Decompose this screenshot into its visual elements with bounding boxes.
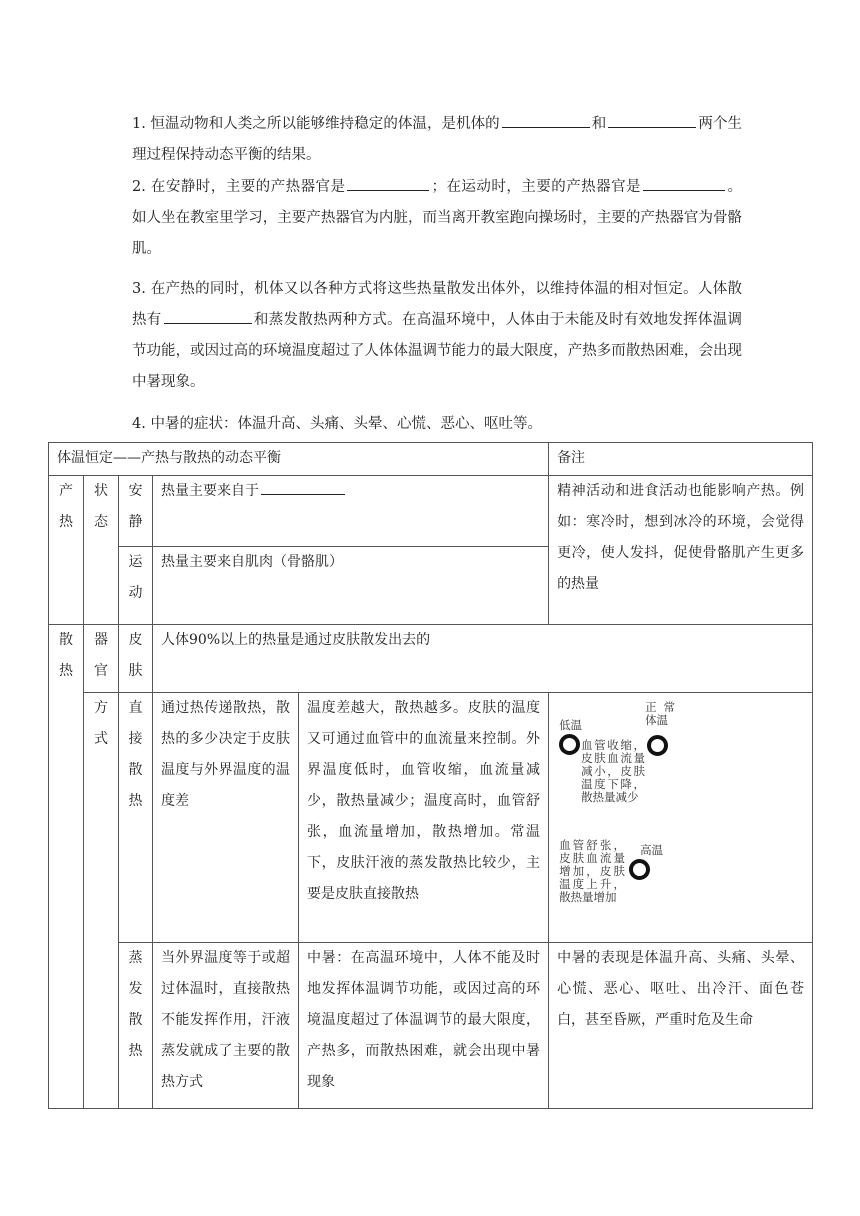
answer-blank[interactable]	[261, 478, 345, 495]
p4-text: 4. 中暑的症状：体温升高、头痛、头晕、心慌、恶心、呕吐等。	[132, 416, 542, 432]
high-temp-ring-icon	[629, 859, 650, 880]
answer-blank[interactable]	[502, 111, 590, 128]
p2-text-before: 2. 在安静时，主要的产热器官是	[132, 179, 346, 195]
paragraph-4	[132, 409, 742, 440]
direct-label: 直 接 散 热	[119, 693, 153, 943]
state-label: 状 态	[84, 476, 119, 625]
vasodilation-text: 血管舒张，皮肤血流量增加，皮肤温度上升，散热量增加	[559, 838, 626, 904]
evap-label: 蒸 发 散 热	[119, 943, 153, 1109]
table-row	[49, 625, 813, 693]
skin-text: 人体90%以上的热量是通过皮肤散发出去的	[153, 625, 813, 693]
paragraph-3	[132, 274, 742, 398]
p2-text-after: 。如人坐在教室里学习，主要产热器官为内脏，而当离开教室跑向操场时，主要的产热器官为骨骼肌。	[132, 179, 742, 257]
table-row	[49, 943, 813, 1109]
p1-text-before: 1. 恒温动物和人类之所以能够维持稳定的体温，是机体的	[132, 116, 500, 132]
p3-text-before: 3. 在产热的同时，机体又以各种方式将这些热量散发出体外，以维持体温的相对恒定。人体散热有	[132, 281, 742, 328]
p1-text-mid: 和	[591, 116, 607, 132]
heat-balance-table	[48, 442, 813, 1109]
low-temp-ring-icon	[559, 734, 580, 755]
answer-blank[interactable]	[347, 174, 429, 191]
low-temp-label: 低温	[559, 718, 583, 732]
direct-desc: 通过热传递散热，散热的多少决定于皮肤温度与外界温度的温度差	[153, 693, 299, 943]
paragraph-2	[132, 172, 742, 265]
temperature-diagram	[557, 699, 797, 931]
table-row	[49, 693, 813, 943]
table-row	[49, 476, 813, 547]
evap-detail: 中暑：在高温环境中，人体不能及时地发挥体温调节功能，或因过高的环境温度超过了体温调节的最大限度，产热多，而散热困难，就会出现中暑现象	[299, 943, 549, 1109]
answer-blank[interactable]	[164, 307, 252, 324]
p1-text-after: 两个生理过程保持动态平衡的结果。	[132, 116, 742, 163]
rest-label: 安 静	[119, 476, 153, 547]
evap-desc: 当外界温度等于或超过体温时，直接散热不能发挥作用，汗液蒸发就成了主要的散热方式	[153, 943, 299, 1109]
organ-label: 器 官	[84, 625, 119, 693]
vasoconstriction-text: 血管收缩，皮肤血流量减小，皮肤温度下降，散热量减少	[581, 738, 646, 804]
production-note: 精神活动和进食活动也能影响产热。例如：寒冷时，想到冰冷的环境，会觉得更冷，使人发抖，促使骨骼肌产生更多的热量	[549, 476, 813, 625]
answer-blank[interactable]	[608, 111, 696, 128]
answer-blank[interactable]	[643, 174, 725, 191]
diagram-cell	[549, 693, 813, 943]
table-title: 体温恒定——产热与散热的动态平衡	[49, 443, 549, 476]
heat-production-label: 产 热	[49, 476, 84, 625]
normal-temp-ring-icon	[647, 735, 668, 756]
evap-note: 中暑的表现是体温升高、头痛、头晕、心慌、恶心、呕吐、出冷汗、面色苍白，甚至昏厥，严重时危及生命	[549, 943, 813, 1109]
rest-text: 热量主要来自于	[153, 476, 549, 547]
exercise-label: 运 动	[119, 547, 153, 625]
skin-label: 皮 肤	[119, 625, 153, 693]
p3-text-after: 和蒸发散热两种方式。在高温环境中，人体由于未能及时有效地发挥体温调节功能，或因过高的环境温度超过了人体体温调节能力的最大限度，产热多而散热困难，会出现中暑现象。	[132, 312, 743, 390]
table-header-row	[49, 443, 813, 476]
paragraph-1	[132, 109, 742, 171]
direct-detail: 温度差越大，散热越多。皮肤的温度又可通过血管中的血流量来控制。外界温度低时，血管收缩，血流量减少，散热量减少；温度高时，血管舒张，血流量增加，散热增加。常温下，皮肤汗液的蒸发散热比较少，主要是皮肤直接散热	[299, 693, 549, 943]
exercise-text: 热量主要来自肌肉（骨骼肌）	[153, 547, 549, 625]
p2-text-mid: ；在运动时，主要的产热器官是	[431, 179, 642, 195]
note-header: 备注	[549, 443, 813, 476]
normal-temp-label: 正常体温	[645, 700, 676, 727]
high-temp-label: 高温	[640, 843, 664, 857]
heat-dissipation-label: 散 热	[49, 625, 84, 1109]
method-label: 方 式	[84, 693, 119, 1109]
